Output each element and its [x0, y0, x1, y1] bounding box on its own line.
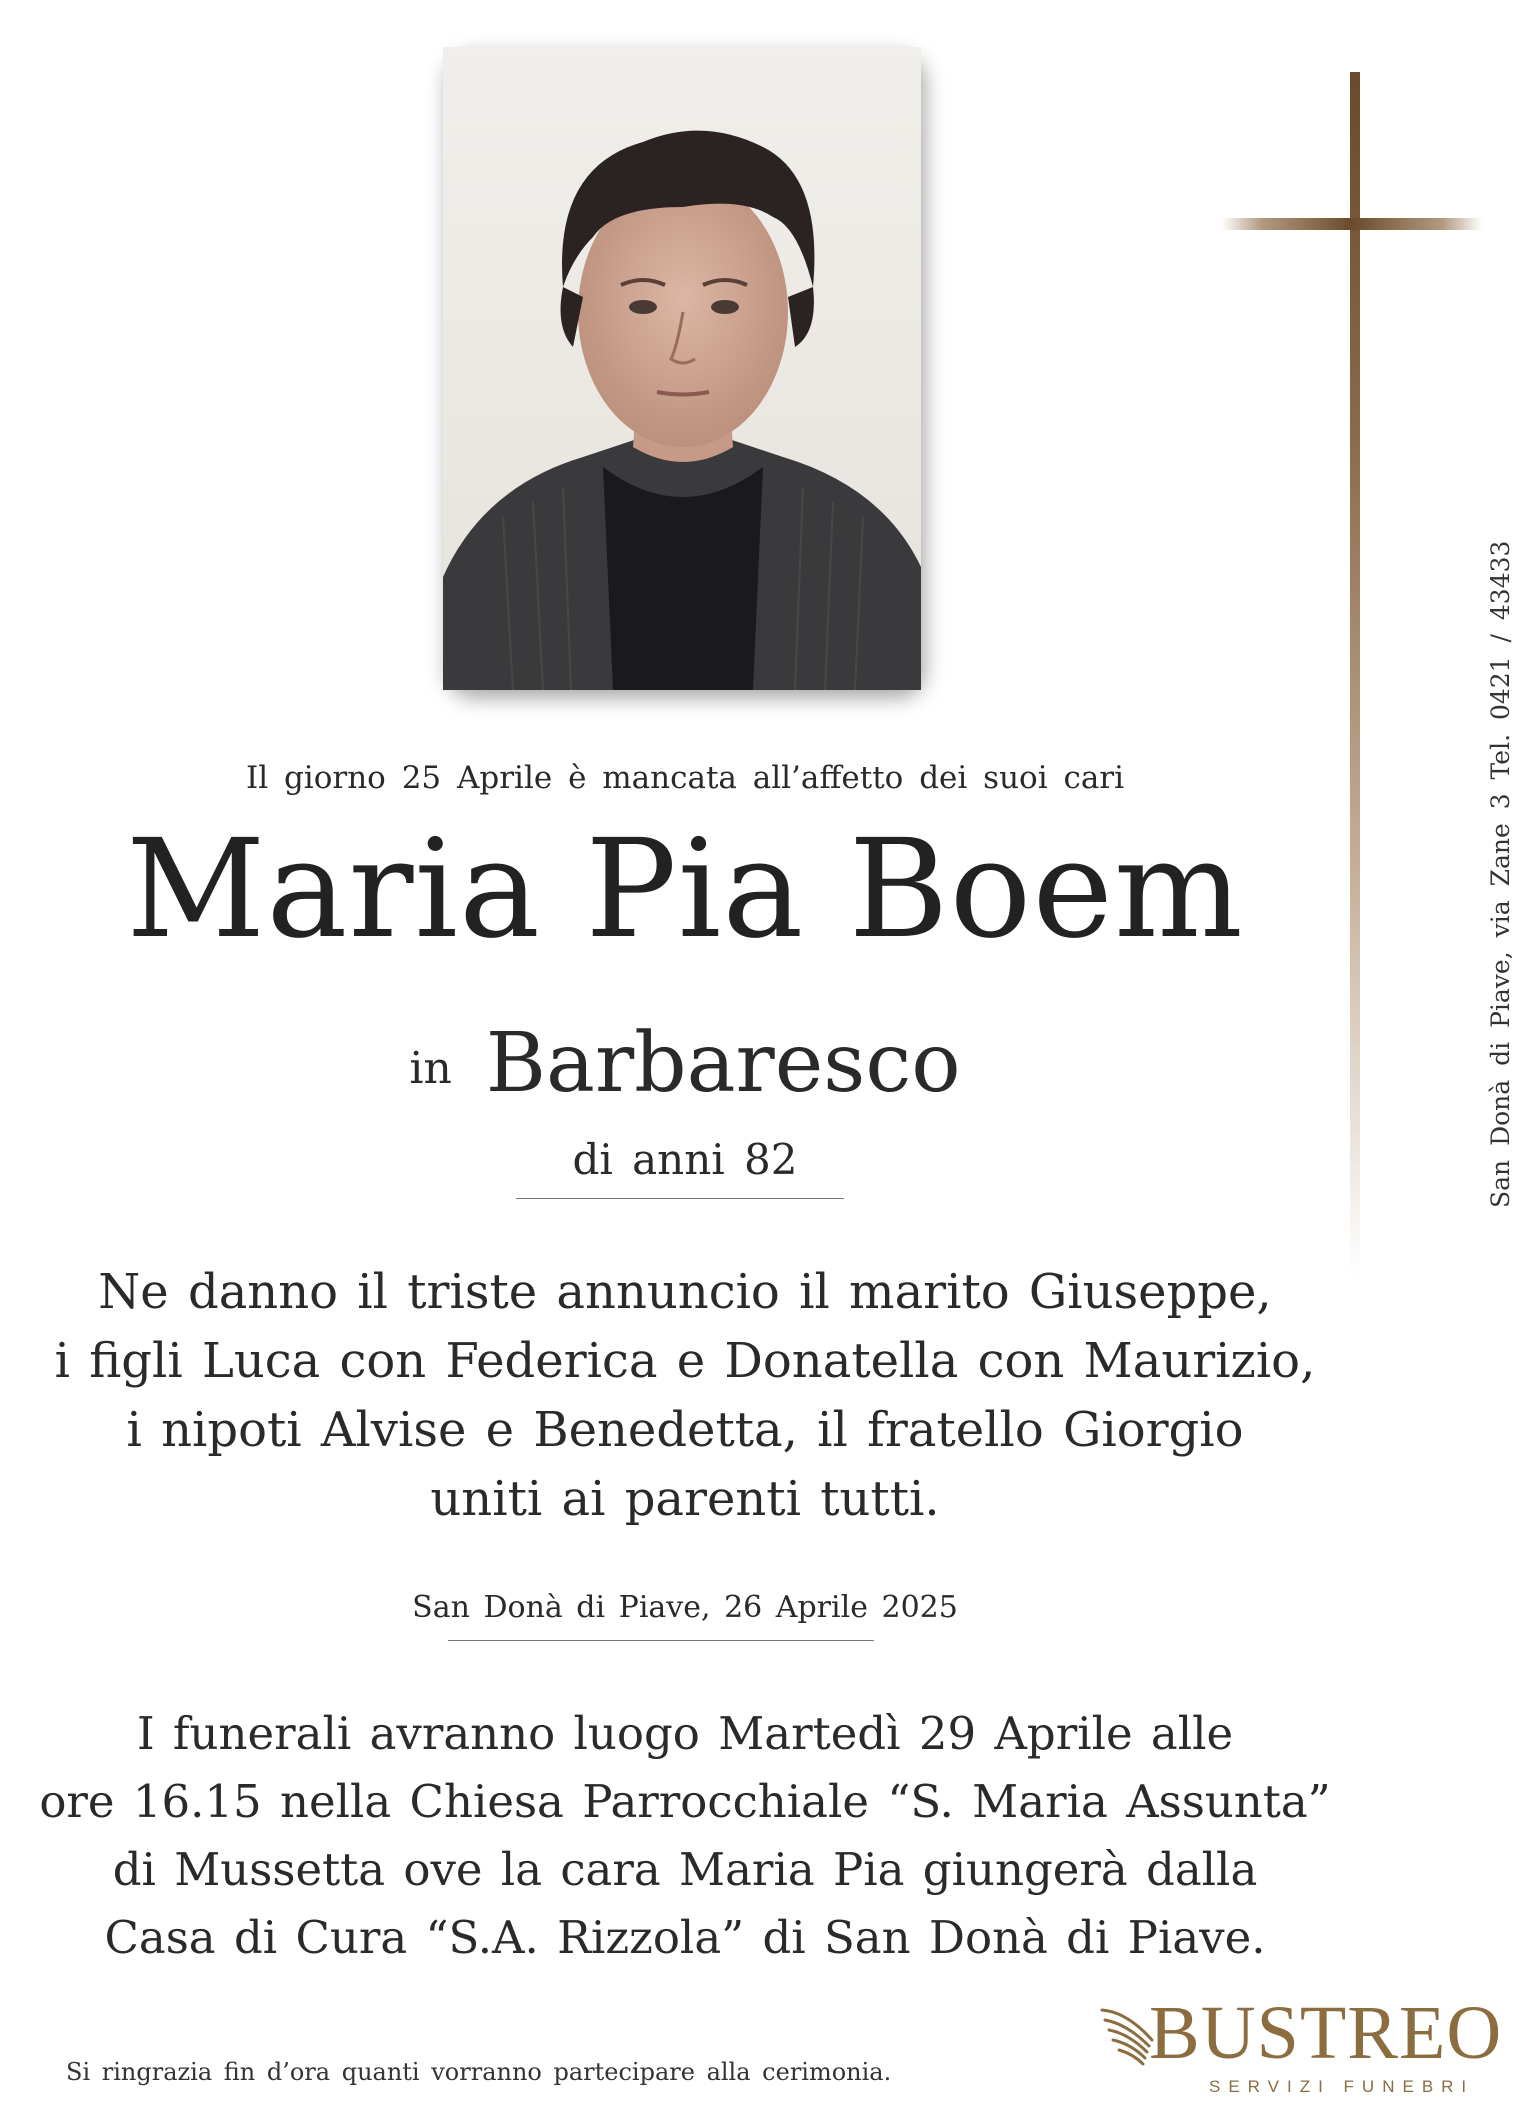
married-name: Barbaresco	[485, 1016, 961, 1111]
agency-address	[1486, 541, 1515, 1208]
announcement-block	[0, 1258, 1370, 1534]
agency-address-text: San Donà di Piave, via Zane 3 Tel. 0421 / 43433	[1486, 540, 1515, 1208]
married-prefix: in	[409, 1043, 452, 1094]
agency-name: BUSTREO	[1149, 1991, 1503, 2075]
announcement-line: i nipoti Alvise e Benedetta, il fratello Giorgio	[126, 1402, 1244, 1458]
agency-logo	[1097, 1991, 1503, 2105]
funeral-line: di Mussetta ove la cara Maria Pia giungerà dalla	[112, 1843, 1258, 1896]
cross-horizontal-bar	[1222, 218, 1482, 230]
announcement-line: i figli Luca con Federica e Donatella con Maurizio,	[54, 1333, 1316, 1389]
agency-subtitle: SERVIZI FUNEBRI	[1209, 2077, 1475, 2096]
divider	[516, 1198, 844, 1199]
deceased-name: Maria Pia Boem	[126, 811, 1244, 969]
funeral-line: I funerali avranno luogo Martedì 29 Aprile alle	[136, 1707, 1234, 1760]
thanks-text: Si ringrazia fin d’ora quanti vorranno partecipare alla cerimonia.	[66, 2058, 892, 2086]
funeral-line: ore 16.15 nella Chiesa Parrocchiale “S. Maria Assunta”	[39, 1775, 1331, 1828]
married-name-line	[0, 1015, 1370, 1113]
intro-text: Il giorno 25 Aprile è mancata all’affetto dei suoi cari	[245, 760, 1125, 796]
place-date: San Donà di Piave, 26 Aprile 2025	[412, 1590, 958, 1625]
funeral-line: Casa di Cura “S.A. Rizzola” di San Donà di Piave.	[104, 1911, 1266, 1964]
announcement-line: Ne danno il triste annuncio il marito Giuseppe,	[98, 1264, 1272, 1320]
divider	[448, 1640, 874, 1641]
deceased-photo	[443, 47, 921, 690]
announcement-line: uniti ai parenti tutti.	[430, 1471, 940, 1527]
age-text: di anni 82	[572, 1135, 798, 1184]
funeral-details	[0, 1700, 1370, 1972]
